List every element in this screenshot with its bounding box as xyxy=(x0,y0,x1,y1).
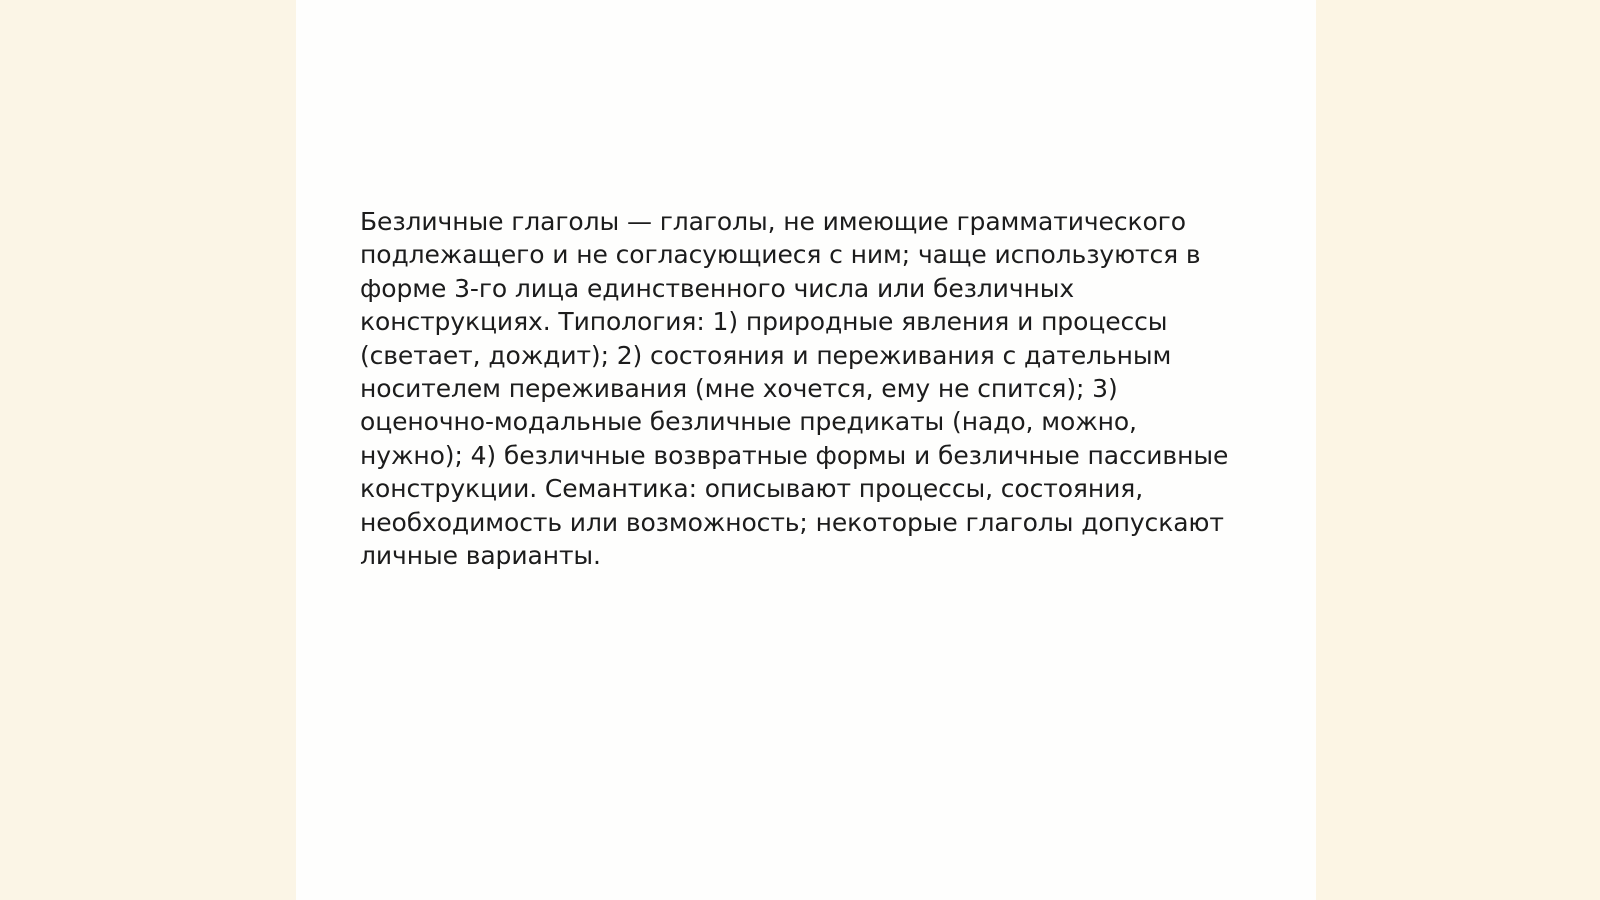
left-margin-area xyxy=(0,0,296,900)
right-margin-area xyxy=(1316,0,1600,900)
body-paragraph: Безличные глаголы — глаголы, не имеющие грамматического подлежащего и не согласующиеся с ним; чаще используются в форме 3-го лица единственного числа или безличных конструкциях. Типология: 1) природные явления и процессы (светает, дождит); 2) состояния и переживания с дательным носителем переживания (мне хочется, ему не спится); 3) оценочно-модальные безличные предикаты (надо, можно, нужно); 4) безличные возвратные формы и безличные пассивные конструкции. Семантика: описывают процессы, состояния, необходимость или возможность; некоторые глаголы допускают личные варианты. xyxy=(360,207,1229,571)
